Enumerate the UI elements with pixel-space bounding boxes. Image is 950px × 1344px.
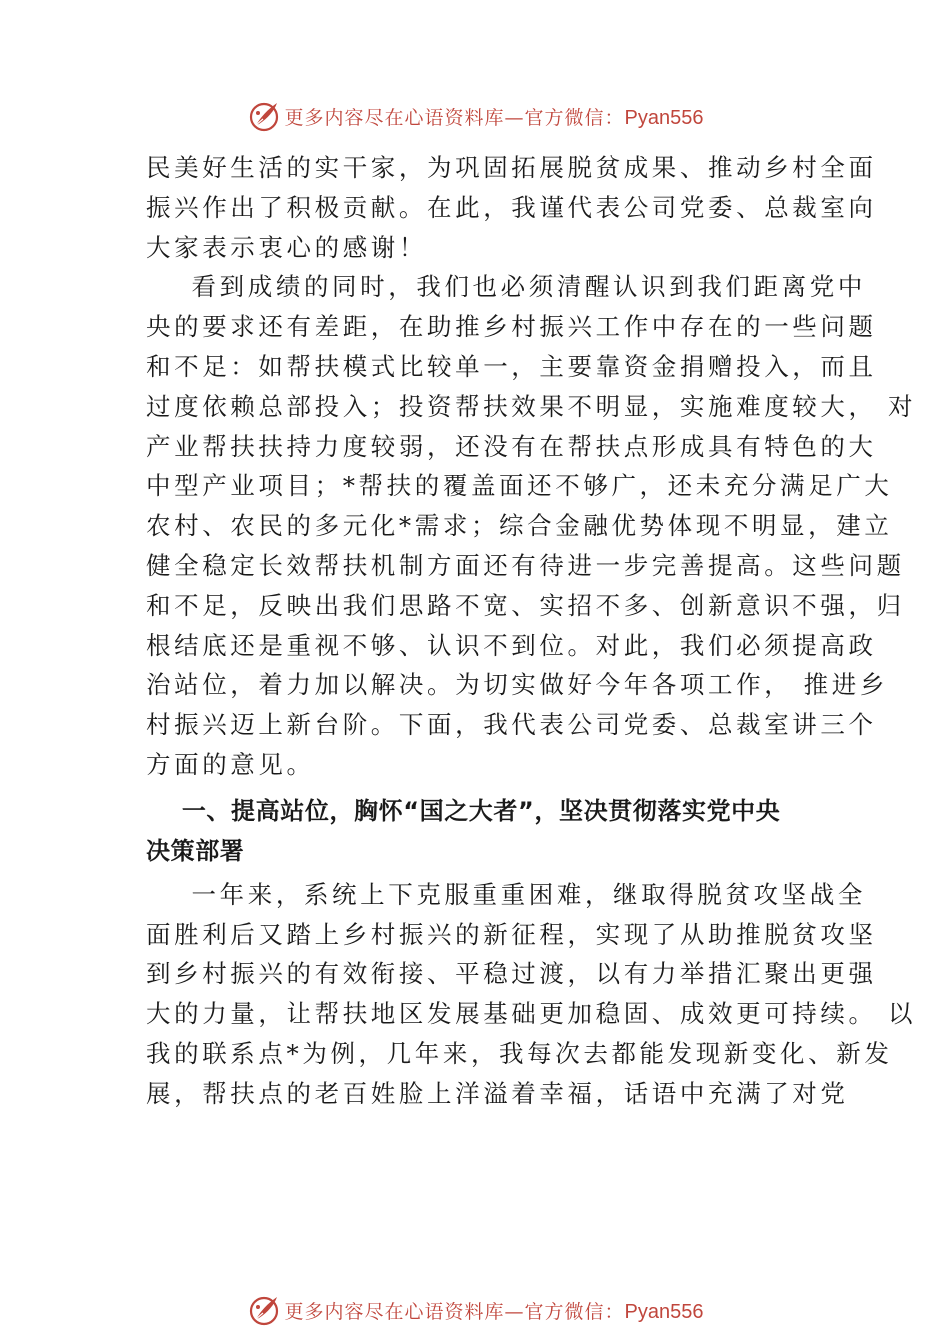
paragraph-line: 央的要求还有差距，在助推乡村振兴工作中存在的一些问题 [146, 312, 877, 342]
paragraph-line: 一年来，系统上下克服重重困难，继取得脱贫攻坚战全 [146, 879, 866, 909]
paragraph-line: 振兴作出了积极贡献。在此，我谨代表公司党委、总裁室向 [146, 192, 877, 222]
watermark-text: 更多内容尽在心语资料库—官方微信：Pyan556 [284, 1300, 704, 1323]
paragraph-line: 根结底还是重视不够、认识不到位。对此，我们必须提高政 [146, 630, 877, 660]
paragraph-line: 面胜利后又踏上乡村振兴的新征程，实现了从助推脱贫攻坚 [146, 919, 877, 949]
paragraph-line: 农村、农民的多元化*需求；综合金融优势体现不明显，建立 [146, 511, 893, 541]
paragraph-line: 和不足，反映出我们思路不宽、实招不多、创新意识不强，归 [146, 590, 905, 620]
paragraph-line: 产业帮扶扶持力度较弱，还没有在帮扶点形成具有特色的大 [146, 431, 877, 461]
paragraph-line: 过度依赖总部投入；投资帮扶效果不明显，实施难度较大， 对 [146, 391, 917, 421]
paragraph-line: 展，帮扶点的老百姓脸上洋溢着幸福，话语中充满了对党 [146, 1078, 849, 1108]
pen-feather-logo-icon [247, 99, 281, 133]
wechat-id: Pyan556 [624, 106, 704, 129]
footer-watermark [0, 1290, 950, 1330]
paragraph-line: 和不足：如帮扶模式比较单一，主要靠资金捐赠投入，而且 [146, 351, 877, 381]
paragraph-line: 我的联系点*为例，几年来，我每次去都能发现新变化、新发 [146, 1038, 893, 1068]
section-heading-line: 一、提高站位，胸怀“国之大者”，坚决贯彻落实党中央 [146, 796, 781, 825]
pen-feather-logo-icon [247, 1293, 281, 1327]
paragraph-line: 大的力量，让帮扶地区发展基础更加稳固、成效更可持续。 以 [146, 999, 917, 1029]
paragraph-line: 治站位，着力加以解决。为切实做好今年各项工作， 推进乡 [146, 670, 888, 700]
paragraph-line: 到乡村振兴的有效衔接、平稳过渡，以有力举措汇聚出更强 [146, 959, 877, 989]
paragraph-line: 方面的意见。 [146, 749, 315, 779]
header-watermark [0, 96, 950, 136]
paragraph-line: 民美好生活的实干家，为巩固拓展脱贫成果、推动乡村全面 [146, 153, 877, 182]
paragraph-line: 健全稳定长效帮扶机制方面还有待进一步完善提高。这些问题 [146, 550, 905, 580]
document-body [146, 148, 917, 1114]
watermark-text: 更多内容尽在心语资料库—官方微信：Pyan556 [284, 106, 704, 129]
paragraph-line: 大家表示衷心的感谢！ [146, 232, 427, 262]
paragraph-line: 中型产业项目；*帮扶的覆盖面还不够广，还未充分满足广大 [146, 471, 893, 501]
paragraph-line: 看到成绩的同时，我们也必须清醒认识到我们距离党中 [146, 272, 866, 302]
paragraph-line: 村振兴迈上新台阶。下面，我代表公司党委、总裁室讲三个 [146, 710, 877, 740]
wechat-id: Pyan556 [624, 1300, 704, 1323]
section-heading-line: 决策部署 [146, 836, 245, 865]
